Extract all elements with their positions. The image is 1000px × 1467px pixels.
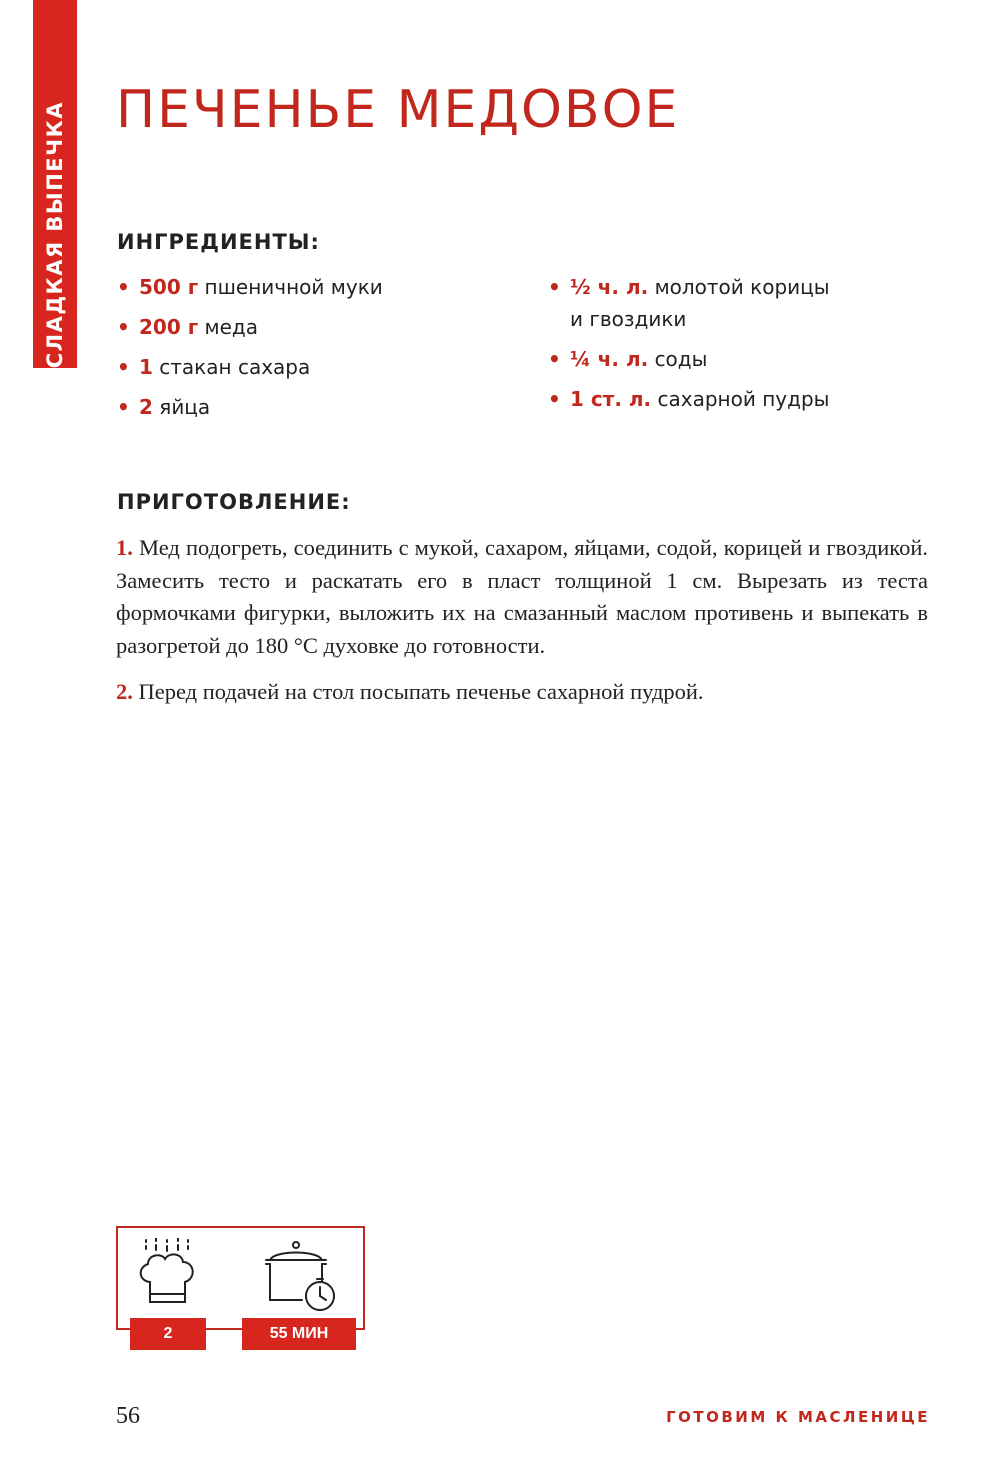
ingredients-list-right <box>548 271 830 423</box>
ingredient-text: соды <box>654 347 708 371</box>
step <box>116 676 928 709</box>
step-text: Перед подачей на стол посыпать печенье сахарной пудрой. <box>138 679 704 704</box>
ingredient-text-continued: и гвоздики <box>570 307 687 331</box>
chef-hat-icon <box>134 1238 202 1310</box>
servings-badge: 2 <box>130 1318 206 1350</box>
page-number: 56 <box>116 1403 140 1429</box>
ingredient-qty: 2 <box>139 395 153 419</box>
preparation-steps <box>116 532 928 723</box>
ingredient-qty: 200 г <box>139 315 199 339</box>
list-item <box>117 311 383 343</box>
step-text: Мед подогреть, соединить с мукой, сахаром, яйцами, содой, корицей и гвоздикой. Замесить тесто и раскатать его в пласт толщиной 1 см. Вырезать из теста формочками фигурки, выложить их на смазанный маслом противень и выпекать в разогретой до 180 °С духовке до готовности. <box>116 535 928 658</box>
ingredients-heading: ИНГРЕДИЕНТЫ: <box>117 230 320 254</box>
step-number: 1. <box>116 535 133 560</box>
ingredient-text: сахарной пудры <box>657 387 830 411</box>
list-item <box>117 391 383 423</box>
list-item <box>117 271 383 303</box>
step-number: 2. <box>116 679 133 704</box>
ingredient-text: молотой корицы <box>654 275 830 299</box>
list-item <box>548 271 830 335</box>
ingredient-text: яйца <box>159 395 211 419</box>
preparation-heading: ПРИГОТОВЛЕНИЕ: <box>117 490 351 514</box>
footer-title: ГОТОВИМ К МАСЛЕНИЦЕ <box>666 1408 930 1426</box>
ingredient-text: пшеничной муки <box>204 275 383 299</box>
list-item <box>117 351 383 383</box>
ingredient-text: меда <box>204 315 259 339</box>
step <box>116 532 928 662</box>
ingredient-text: стакан сахара <box>159 355 311 379</box>
recipe-title: ПЕЧЕНЬЕ МЕДОВОЕ <box>116 80 680 140</box>
time-badge: 55 МИН <box>242 1318 356 1350</box>
section-tab <box>33 0 77 368</box>
ingredients-list-left <box>117 271 383 431</box>
ingredient-qty: 1 <box>139 355 153 379</box>
ingredient-qty: 1 ст. л. <box>570 387 652 411</box>
list-item <box>548 343 830 375</box>
list-item <box>548 383 830 415</box>
section-label: СЛАДКАЯ ВЫПЕЧКА <box>43 100 67 368</box>
pot-timer-icon <box>262 1240 342 1314</box>
ingredient-qty: ¼ ч. л. <box>570 347 649 371</box>
ingredient-qty: 500 г <box>139 275 199 299</box>
ingredient-qty: ½ ч. л. <box>570 275 649 299</box>
